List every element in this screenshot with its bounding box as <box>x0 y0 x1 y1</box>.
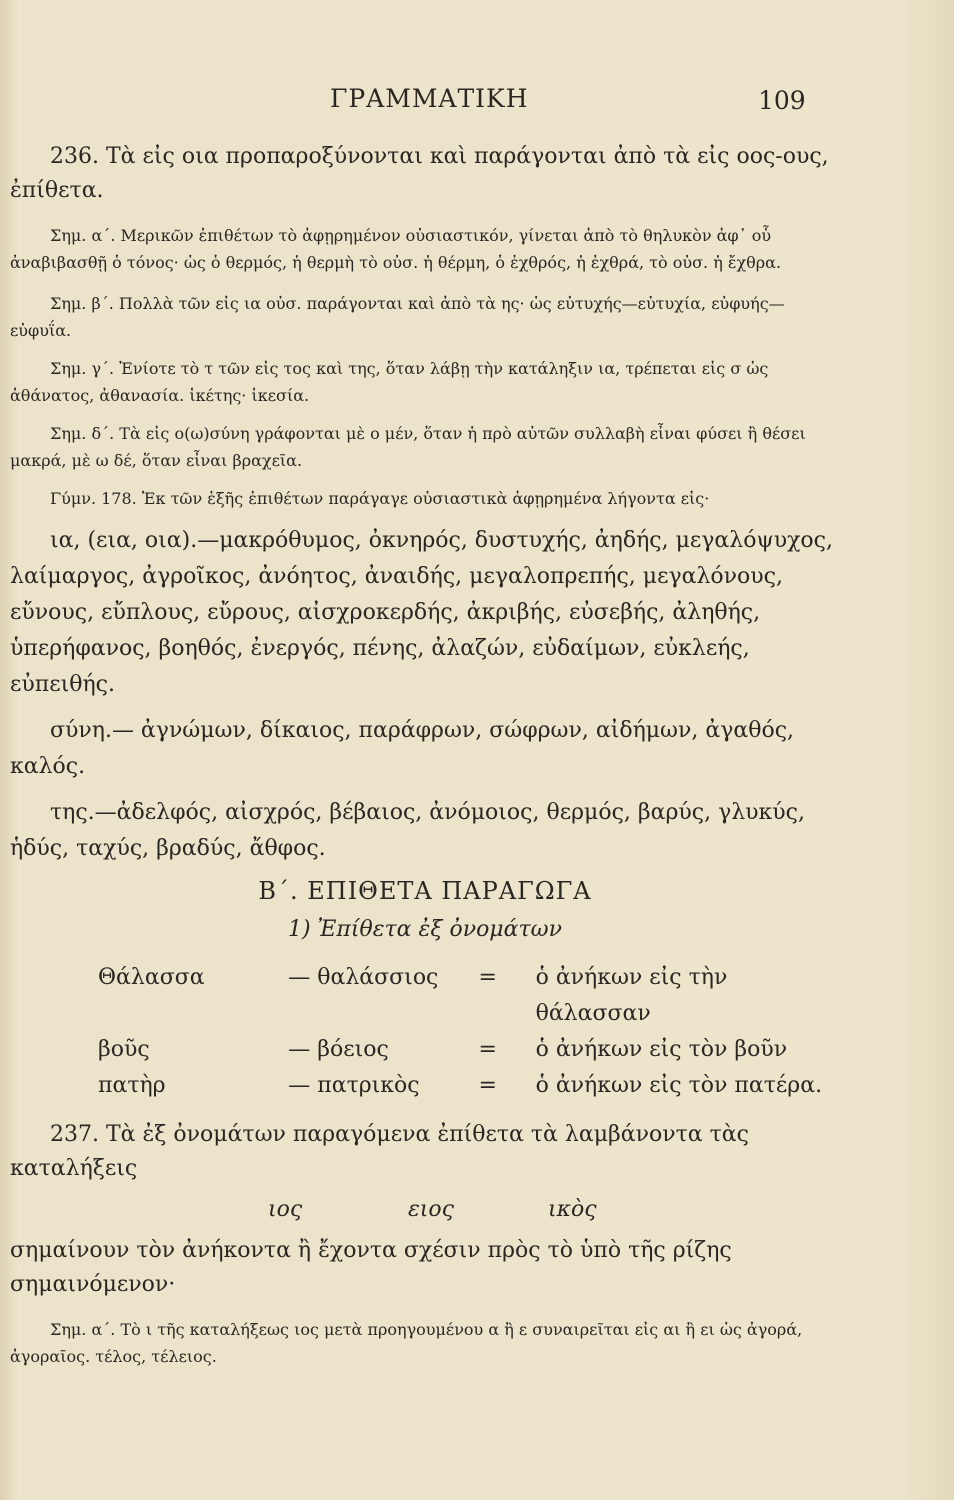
note-delta: Σημ. δ΄. Τὰ εἰς ο(ω)σύνη γράφονται μὲ ο μέν, ὅταν ἡ πρὸ αὐτῶν συλλαβὴ εἶναι φύσει ἢ θέσει μακρά, μὲ ω δέ, ὅταν εἶναι βραχεῖα. <box>10 424 806 470</box>
endings-row <box>10 1192 840 1228</box>
adjective: θαλάσσιος <box>317 965 439 990</box>
page-number: 109 <box>758 86 806 115</box>
section-236: 236. Τὰ εἰς οια προπαροξύνονται καὶ παράγονται ἀπὸ τὰ εἰς οος-ους, ἐπίθετα. <box>10 144 829 203</box>
note-beta: Σημ. β΄. Πολλὰ τῶν εἰς ια οὐσ. παράγονται καὶ ἀπὸ τὰ ης· ὡς εὐτυχής—εὐτυχία, εὐφυής—εὐφυΐα. <box>10 294 785 340</box>
exercise-list-tes: της.—ἀδελφός, αἰσχρός, βέβαιος, ἀνόμοιος, θερμός, βαρύς, γλυκύς, ἡδύς, ταχύς, βραδύς, ἄθφος. <box>10 800 805 861</box>
equals-sign: = <box>478 1073 497 1098</box>
exercise-178: Γύμν. 178. Ἐκ τῶν ἑξῆς ἐπιθέτων παράγαγε οὐσιαστικὰ ἀφῃρημένα λήγοντα εἰς· <box>50 489 710 508</box>
dash: — <box>288 1073 311 1098</box>
derivation-row <box>10 1068 840 1104</box>
dash: — <box>288 965 311 990</box>
note-gamma: Σημ. γ΄. Ἐνίοτε τὸ τ τῶν εἰς τος καὶ της, ὅταν λάβῃ τὴν κατάληξιν ια, τρέπεται εἰς σ ὡς ἀθάνατος, ἀθανασία. ἱκέτης· ἱκεσία. <box>10 359 769 405</box>
page-header <box>0 84 954 124</box>
section-237-cont: σημαίνουν τὸν ἀνήκοντα ἢ ἔχοντα σχέσιν πρὸς τὸ ὑπὸ τῆς ρίζης σημαινόμενον· <box>10 1238 732 1297</box>
ending: ειος <box>408 1197 454 1222</box>
note-alpha-237: Σημ. α΄. Τὸ ι τῆς καταλήξεως ιος μετὰ προηγουμένου α ἢ ε συναιρεῖται εἰς αι ἢ ει ὡς ἀγορά, ἀγοραῖος. τέλος, τέλειος. <box>10 1320 803 1366</box>
subheading-adjectives-from-nouns: 1) Ἐπίθετα ἐξ ὀνομάτων <box>288 917 562 942</box>
equals-sign: = <box>478 1037 497 1062</box>
adjective: πατρικὸς <box>317 1073 420 1098</box>
ending: ιος <box>268 1197 303 1222</box>
exercise-list-ia: ια, (εια, οια).—μακρόθυμος, ὀκνηρός, δυστυχής, ἀηδής, μεγαλόψυχος, λαίμαργος, ἀγροῖκος, ἀνόητος, ἀναιδής, μεγαλοπρεπής, μεγαλόνους, εὔνους, εὔπλους, εὔρους, αἰσχροκερδής, ἀκριβής, εὐσεβής, ἀληθής, ὑπερήφανος, βοηθός, ἐνεργός, πένης, ἀλαζών, εὐδαίμων, εὐκλεής, εὐπειθής. <box>10 528 833 697</box>
page-body <box>10 140 840 1381</box>
exercise-list-syne: σύνη.— ἀγνώμων, δίκαιος, παράφρων, σώφρων, αἰδήμων, ἀγαθός, καλός. <box>10 718 795 779</box>
noun: βοῦς <box>98 1037 150 1062</box>
section-237: 237. Τὰ ἐξ ὀνομάτων παραγόμενα ἐπίθετα τὰ λαμβάνοντα τὰς καταλήξεις <box>10 1122 749 1181</box>
ending: ικὸς <box>548 1197 597 1222</box>
derivation-row <box>10 1032 840 1068</box>
derivation-row <box>10 960 840 1032</box>
meaning: ὁ ἀνήκων εἰς τὸν πατέρα. <box>535 1073 823 1098</box>
equals-sign: = <box>478 965 497 990</box>
noun: πατὴρ <box>98 1073 166 1098</box>
section-heading-b: Β΄. ΕΠΙΘΕΤΑ ΠΑΡΑΓΩΓΑ <box>258 877 592 905</box>
dash: — <box>288 1037 311 1062</box>
noun: Θάλασσα <box>98 965 205 990</box>
meaning: ὁ ἀνήκων εἰς τὴν θάλασσαν <box>535 965 728 1026</box>
running-title: ΓΡΑΜΜΑΤΙΚΗ <box>330 84 529 113</box>
meaning: ὁ ἀνήκων εἰς τὸν βοῦν <box>535 1037 788 1062</box>
note-alpha: Σημ. α΄. Μερικῶν ἐπιθέτων τὸ ἀφῃρημένον οὐσιαστικόν, γίνεται ἀπὸ τὸ θηλυκὸν ἀφ᾽ οὗ ἀναβιβασθῇ ὁ τόνος· ὡς ὁ θερμός, ἡ θερμὴ τὸ οὐσ. ἡ θέρμη, ὁ ἐχθρός, ἡ ἐχθρά, τὸ οὐσ. ἡ ἔχθρα. <box>10 226 782 272</box>
adjective: βόειος <box>317 1037 389 1062</box>
